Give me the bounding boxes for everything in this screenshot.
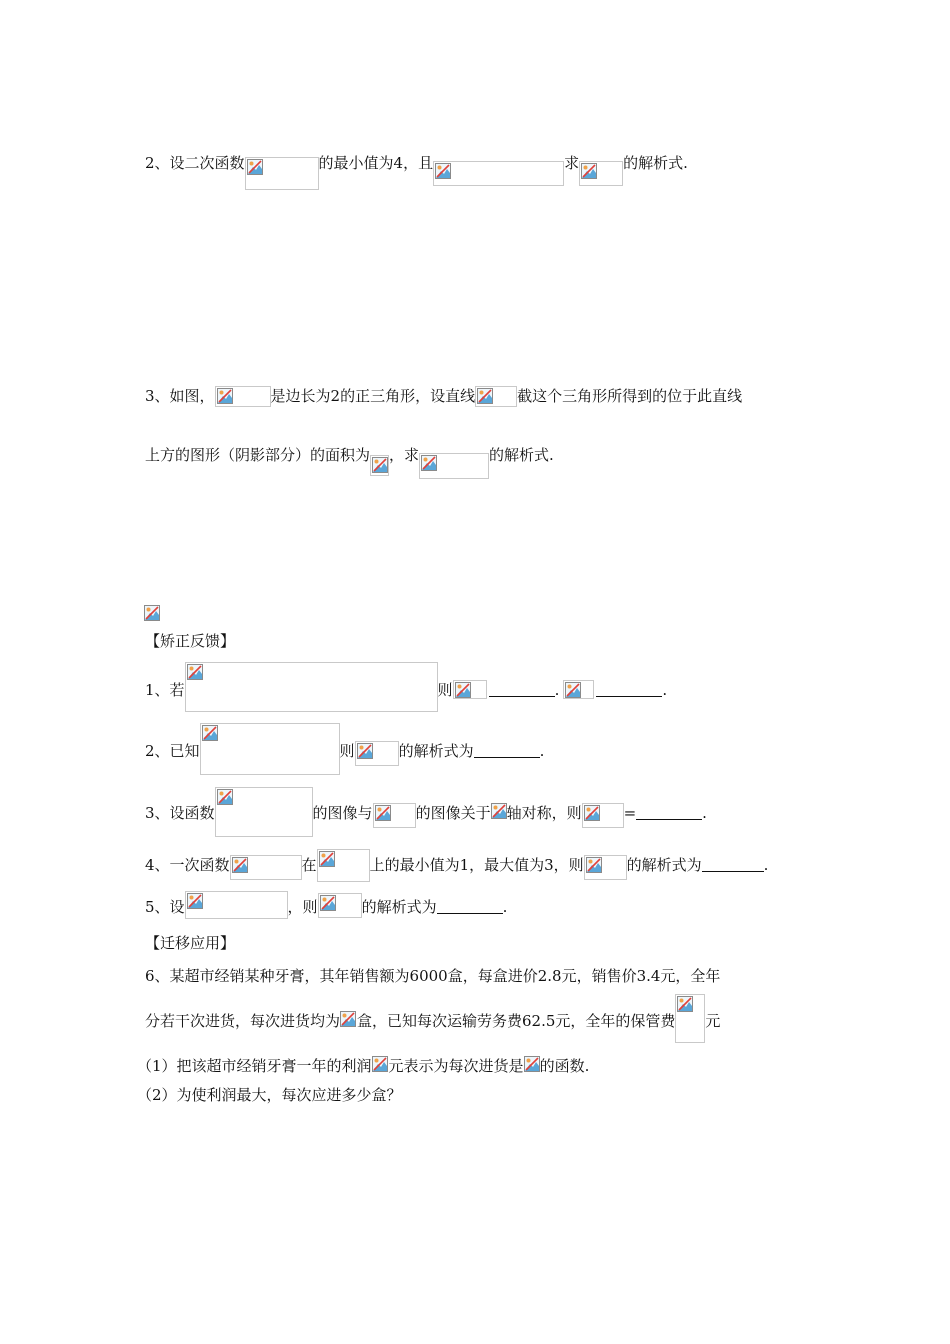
section-transfer-heading: 【迁移应用】 [145, 934, 236, 952]
broken-image-icon [319, 851, 335, 867]
answer-blank [489, 680, 555, 697]
question-6-line-1: 6、某超市经销某种牙膏，其年销售额为6000盒，每盒进价2.8元，销售价3.4元，全年 [145, 967, 721, 985]
formula-image [215, 787, 313, 837]
c5-suffix: 的解析式为 [361, 898, 437, 916]
c5-end: . [502, 898, 508, 916]
formula-image [215, 386, 271, 407]
q6-p1-mid: 元表示为每次进货是 [388, 1057, 524, 1075]
broken-image-icon [187, 893, 203, 909]
formula-image [372, 1056, 389, 1074]
q3-prefix: 3、如图， [145, 387, 215, 405]
broken-image-icon [477, 388, 493, 404]
broken-image-icon [217, 388, 233, 404]
c3-eq: = [623, 804, 637, 822]
formula-image [419, 453, 489, 479]
correction-1 [145, 680, 667, 712]
broken-image-icon [455, 682, 471, 698]
correction-3 [145, 803, 707, 837]
c4-prefix: 4、一次函数 [145, 856, 230, 874]
c2-mid: 则 [339, 742, 355, 760]
broken-image-icon [357, 743, 373, 759]
answer-blank [702, 855, 764, 872]
broken-image-icon [581, 163, 597, 179]
broken-image-icon [217, 789, 233, 805]
answer-blank [596, 680, 662, 697]
q6-line2-suffix: 元 [705, 1012, 721, 1030]
q3-line2-suffix: 的解析式. [489, 446, 554, 464]
c3-mid3: 轴对称，则 [506, 804, 582, 822]
q3-line2-mid: ，求 [389, 446, 420, 464]
question-2 [145, 153, 688, 190]
formula-image [563, 680, 594, 699]
broken-image-icon [232, 857, 248, 873]
q3-line2-prefix: 上方的图形（阴影部分）的面积为 [145, 446, 371, 464]
correction-2 [145, 741, 544, 775]
answer-blank [636, 803, 702, 820]
broken-image-icon [320, 895, 336, 911]
question-3-line-1 [145, 386, 742, 407]
broken-image-icon [372, 457, 388, 473]
formula-image [370, 455, 389, 476]
broken-image-icon [435, 163, 451, 179]
formula-image [453, 680, 487, 699]
formula-image [245, 157, 319, 190]
broken-image-icon [187, 664, 203, 680]
c5-mid: ，则 [287, 898, 318, 916]
broken-image-icon [565, 682, 581, 698]
c2-prefix: 2、已知 [145, 742, 200, 760]
q3-suffix: 截这个三角形所得到的位于此直线 [517, 387, 743, 405]
q6-line2-mid: 盒，已知每次运输劳务费62.5元，全年的保管费 [357, 1012, 676, 1030]
formula-image [318, 893, 362, 918]
c3-mid1: 的图像与 [312, 804, 373, 822]
broken-image-icon [340, 1011, 356, 1027]
c5-prefix: 5、设 [145, 898, 185, 916]
q2-mid2: 求 [564, 154, 580, 172]
c4-mid1: 在 [301, 856, 317, 874]
formula-image [230, 855, 302, 880]
correction-5 [145, 897, 507, 919]
correction-4 [145, 855, 768, 882]
c1-dot: . [554, 681, 560, 699]
answer-blank [474, 741, 540, 758]
broken-image-icon [421, 455, 437, 471]
broken-image-icon [375, 805, 391, 821]
answer-blank [437, 897, 503, 914]
c4-suffix: 的解析式为 [626, 856, 702, 874]
formula-image [675, 994, 705, 1043]
c1-mid: 则 [437, 681, 453, 699]
q2-suffix: 的解析式. [623, 154, 688, 172]
c1-prefix: 1、若 [145, 681, 185, 699]
formula-image [355, 741, 399, 766]
formula-image [584, 855, 627, 880]
formula-image [475, 386, 517, 407]
formula-image [491, 803, 507, 821]
section-correction-heading: 【矫正反馈】 [145, 632, 236, 650]
formula-image [185, 662, 438, 712]
c3-end: . [702, 804, 707, 822]
c4-mid2: 上的最小值为1，最大值为3，则 [369, 856, 584, 874]
formula-image [185, 891, 288, 919]
c3-prefix: 3、设函数 [145, 804, 215, 822]
formula-image [433, 161, 564, 186]
formula-image [200, 723, 340, 775]
q2-prefix: 2、设二次函数 [145, 154, 245, 172]
q3-mid: 是边长为2的正三角形，设直线 [270, 387, 476, 405]
c4-end: . [763, 856, 769, 874]
question-6-part-2: （2）为使利润最大，每次应进多少盒？ [137, 1086, 402, 1104]
formula-image [582, 803, 624, 828]
broken-image-icon [677, 996, 693, 1012]
c2-suffix: 的解析式为 [398, 742, 474, 760]
formula-image [579, 161, 623, 186]
broken-image-icon [372, 1056, 388, 1072]
broken-image-icon [144, 605, 160, 621]
q2-mid1: 的最小值为4，且 [318, 154, 434, 172]
formula-image [340, 1011, 357, 1029]
c1-end: . [662, 681, 668, 699]
formula-image [317, 849, 370, 882]
broken-image-icon [491, 803, 507, 819]
broken-image-icon [524, 1056, 540, 1072]
q6-line2-prefix: 分若干次进货，每次进货均为 [145, 1012, 341, 1030]
formula-image [524, 1056, 540, 1074]
broken-image-icon [584, 805, 600, 821]
q6-p1-prefix: （1）把该超市经销牙膏一年的利润 [137, 1057, 372, 1075]
c3-mid2: 的图像关于 [415, 804, 491, 822]
question-6-line-2 [145, 1011, 720, 1043]
question-6-part-1 [137, 1056, 589, 1076]
question-3-line-2 [145, 445, 554, 479]
broken-image-icon [586, 857, 602, 873]
broken-image-icon [247, 159, 263, 175]
c2-end: . [539, 742, 545, 760]
q6-p1-suffix: 的函数. [539, 1057, 590, 1075]
broken-image-icon [202, 725, 218, 741]
figure-image [144, 605, 160, 623]
formula-image [373, 803, 416, 828]
